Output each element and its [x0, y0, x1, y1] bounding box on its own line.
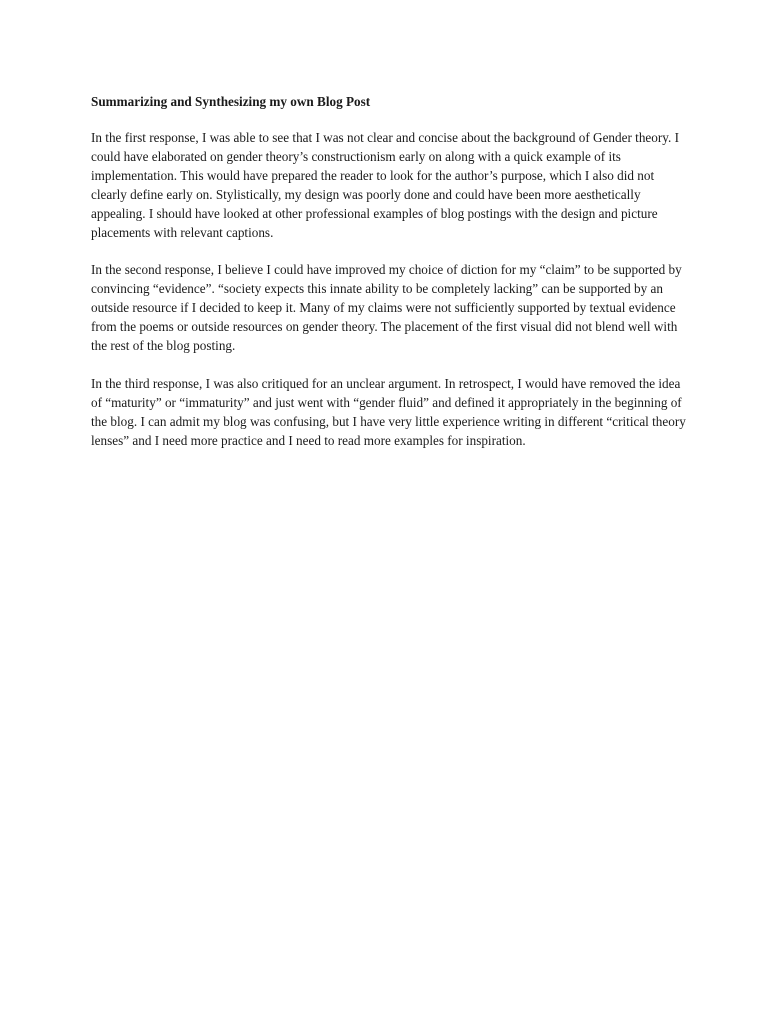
document-title: Summarizing and Synthesizing my own Blog Post	[91, 94, 371, 109]
paragraph-third-response: In the third response, I was also critiqued for an unclear argument. In retrospect, I would have removed the idea of “maturity” or “immaturity” and just went with “gender fluid” and defined it appropriately in the beginning of the blog. I can admit my blog was confusing, but I have very little experience writing in different “critical theory lenses” and I need more practice and I need to read more examples for inspiration.	[91, 375, 686, 448]
document-body	[91, 92, 687, 470]
paragraph-second-response: In the second response, I believe I could have improved my choice of diction for my “claim” to be supported by convincing “evidence”. “society expects this innate ability to be completely lacking” can be supported by an outside resource if I decided to keep it. Many of my claims were not sufficiently supported by textual evidence from the poems or outside resources on gender theory. The placement of the first visual did not blend well with the rest of the blog posting.	[91, 262, 682, 354]
paragraph-first-response: In the first response, I was able to see that I was not clear and concise about the background of Gender theory. I could have elaborated on gender theory’s constructionism early on along with a quick example of its implementation. This would have prepared the reader to look for the author’s purpose, which I also did not clearly define early on. Stylistically, my design was poorly done and could have been more aesthetically appealing. I should have looked at other professional examples of blog postings with the design and picture placements with relevant captions.	[91, 130, 679, 240]
